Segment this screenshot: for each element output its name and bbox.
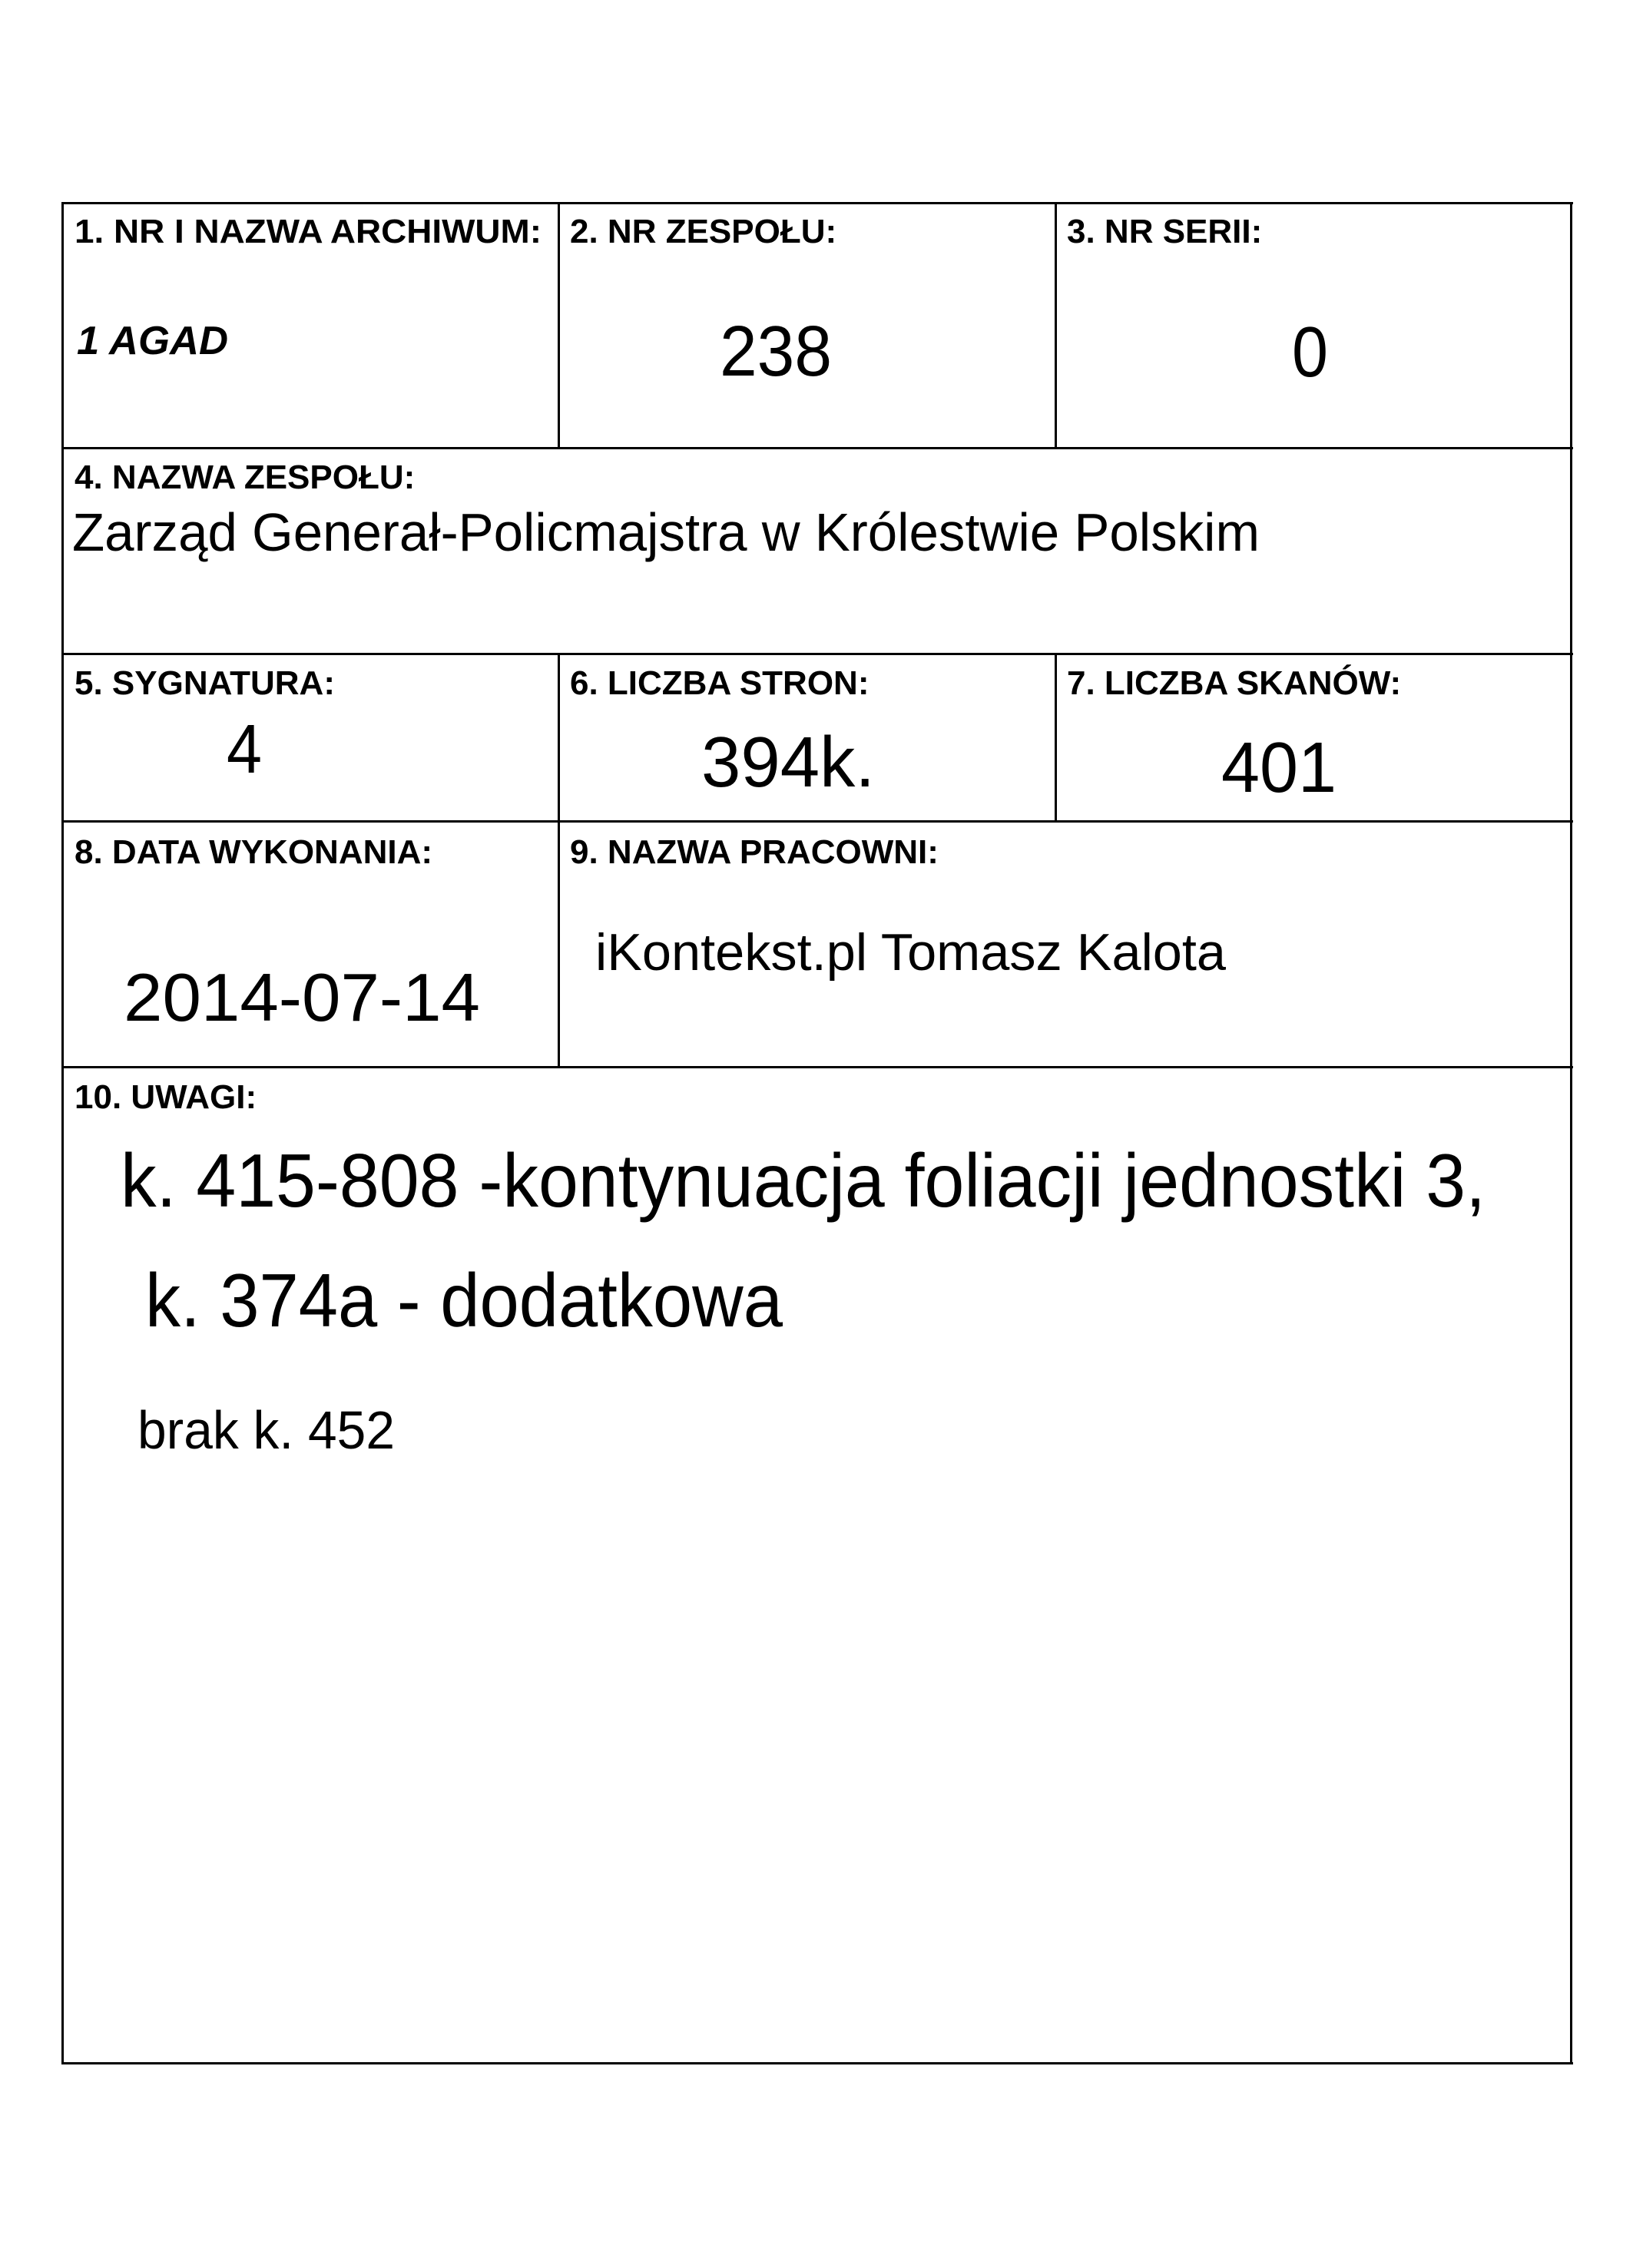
table-border-left (61, 202, 64, 2064)
fonds-number-label: 2. NR ZESPOŁU: (570, 213, 837, 250)
series-number-value: 0 (1292, 312, 1328, 392)
col-divider-row3-b (1055, 653, 1057, 823)
row-divider-2 (61, 653, 1573, 655)
notes-line-2: k. 374a - dodatkowa (145, 1258, 783, 1343)
row-divider-1 (61, 447, 1573, 449)
date-label: 8. DATA WYKONANIA: (75, 833, 433, 871)
date-value: 2014-07-14 (124, 959, 480, 1035)
col-divider-row3-a (558, 653, 560, 823)
table-border-top (61, 202, 1573, 204)
archive-value: 1 AGAD (77, 319, 228, 363)
table-border-right (1570, 202, 1572, 2064)
page-count-label: 6. LICZBA STRON: (570, 664, 869, 702)
row-divider-3 (61, 820, 1573, 823)
notes-line-1: k. 415-808 -kontynuacja foliacji jednostki 3, (121, 1138, 1486, 1223)
archive-label: 1. NR I NAZWA ARCHIWUM: (75, 213, 542, 250)
notes-label: 10. UWAGI: (75, 1078, 257, 1116)
page-count-value: 394k. (701, 722, 875, 802)
col-divider-row4 (558, 820, 560, 1068)
scan-count-label: 7. LICZBA SKANÓW: (1067, 664, 1402, 702)
col-divider-row1-b (1055, 202, 1057, 449)
row-divider-4 (61, 1066, 1573, 1068)
fonds-name-label: 4. NAZWA ZESPOŁU: (75, 459, 416, 496)
fonds-name-value: Zarząd Generał-Policmajstra w Królestwie Polskim (72, 502, 1260, 562)
scan-count-value: 401 (1221, 727, 1337, 807)
col-divider-row1-a (558, 202, 560, 449)
signature-label: 5. SYGNATURA: (75, 664, 335, 702)
table-border-bottom (61, 2062, 1573, 2064)
notes-line-3: brak k. 452 (137, 1400, 395, 1460)
workshop-label: 9. NAZWA PRACOWNI: (570, 833, 939, 871)
signature-value: 4 (227, 711, 262, 788)
series-number-label: 3. NR SERII: (1067, 213, 1263, 250)
workshop-value: iKontekst.pl Tomasz Kalota (595, 923, 1226, 982)
fonds-number-value: 238 (720, 311, 832, 391)
